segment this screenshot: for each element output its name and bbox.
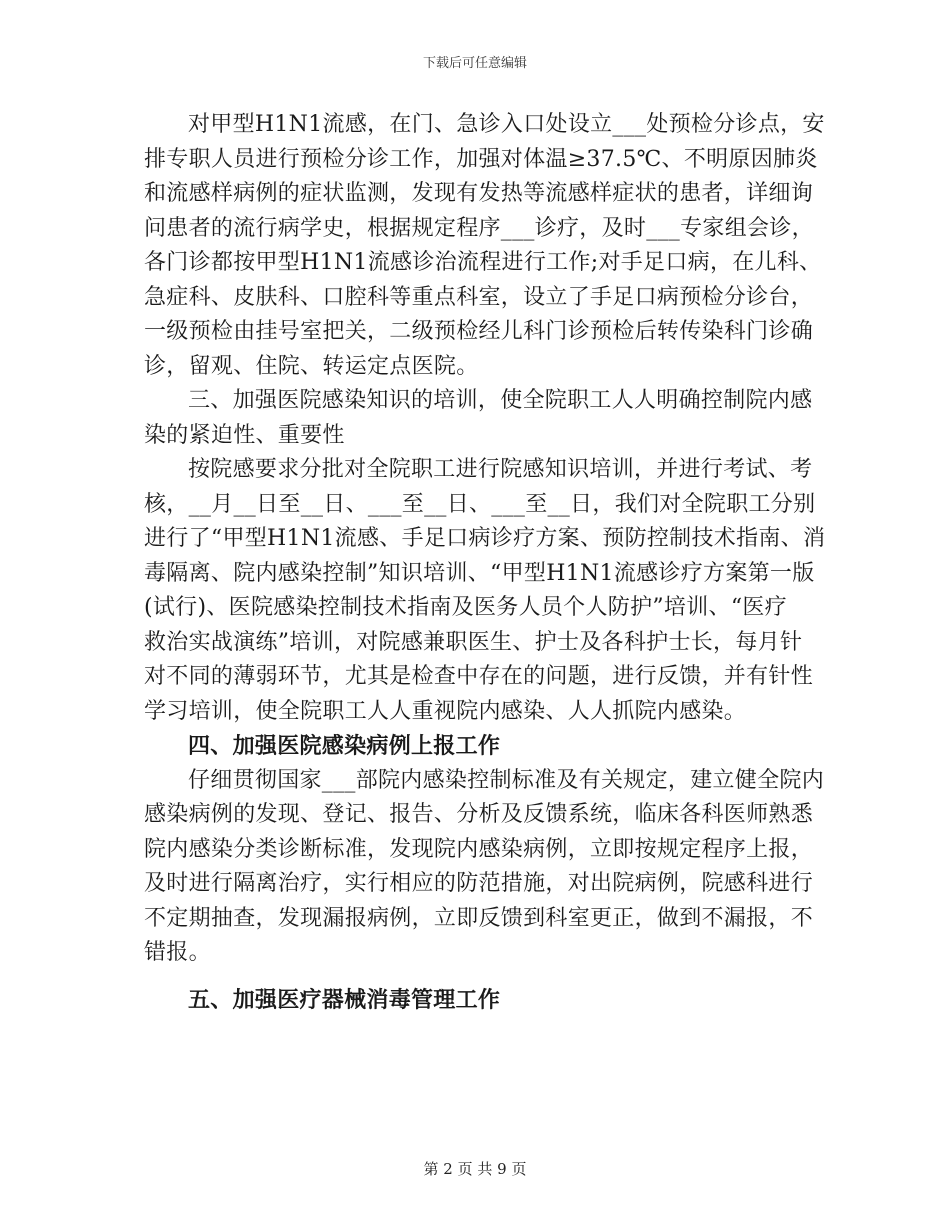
text-line: 各门诊都按甲型H1N1流感诊治流程进行工作;对手足口病，在儿科、 xyxy=(144,250,822,275)
document-body xyxy=(144,108,826,1017)
text-line: 院内感染分类诊断标准，发现院内感染病例，立即按规定程序上报， xyxy=(144,836,814,862)
text-line: 仔细贯彻国家___部院内感染控制标准及有关规定，建立健全院内 xyxy=(188,767,825,793)
text-line: 感染病例的发现、登记、报告、分析及反馈系统，临床各科医师熟悉 xyxy=(144,802,814,827)
text-line: 五、加强医疗器械消毒管理工作 xyxy=(188,986,501,1013)
text-line: 核，__月__日至__日、___至__日、___至__日，我们对全院职工分别 xyxy=(144,491,816,517)
text-line: 不定期抽查，发现漏报病例，立即反馈到科室更正，做到不漏报，不 xyxy=(144,905,814,931)
paragraph xyxy=(144,108,825,384)
text-line: 救治实战演练”培训，对院感兼职医生、护士及各科护士长，每月针 xyxy=(144,629,803,655)
text-line: 排专职人员进行预检分诊工作，加强对体温≥37.5℃、不明原因肺炎 xyxy=(144,146,818,172)
text-line: (试行)、医院感染控制技术指南及医务人员个人防护”培训、“医疗 xyxy=(144,595,787,620)
text-line: 和流感样病例的症状监测，发现有发热等流感样症状的患者，详细询 xyxy=(144,181,814,206)
text-line: 毒隔离、院内感染控制”知识培训、“甲型H1N1流感诊疗方案第一版 xyxy=(144,560,815,586)
text-line: 对不同的薄弱环节，尤其是检查中存在的问题，进行反馈，并有针性 xyxy=(144,664,814,689)
page-header: 下载后可任意编辑 xyxy=(422,56,527,71)
text-line: 错报。 xyxy=(144,940,211,965)
text-line: 染的紧迫性、重要性 xyxy=(144,422,345,448)
text-line: 四、加强医院感染病例上报工作 xyxy=(188,733,501,759)
text-line: 三、加强医院感染知识的培训，使全院职工人人明确控制院内感 xyxy=(188,388,813,413)
paragraph xyxy=(144,453,826,729)
text-line: 进行了“甲型H1N1流感、手足口病诊疗方案、预防控制技术指南、消 xyxy=(144,526,826,551)
paragraph xyxy=(144,764,825,971)
page-footer: 第 2 页 共 9 页 xyxy=(423,1160,527,1178)
paragraph-gap xyxy=(144,971,808,983)
text-line: 问患者的流行病学史，根据规定程序___诊疗，及时___专家组会诊， xyxy=(144,215,814,241)
text-line: 急症科、皮肤科、口腔科等重点科室，设立了手足口病预检分诊台， xyxy=(144,284,814,310)
section-heading xyxy=(144,983,808,1018)
paragraph xyxy=(144,384,813,453)
text-line: 按院感要求分批对全院职工进行院感知识培训，并进行考试、考 xyxy=(188,457,813,482)
text-line: 对甲型H1N1流感，在门、急诊入口处设立___处预检分诊点，安 xyxy=(188,112,825,137)
text-line: 诊，留观、住院、转运定点医院。 xyxy=(144,353,479,379)
text-line: 及时进行隔离治疗，实行相应的防范措施，对出院病例，院感科进行 xyxy=(144,871,814,896)
text-line: 一级预检由挂号室把关，二级预检经儿科门诊预检后转传染科门诊确 xyxy=(144,319,814,344)
section-heading xyxy=(144,729,808,764)
text-line: 学习培训，使全院职工人人重视院内感染、人人抓院内感染。 xyxy=(144,698,747,724)
